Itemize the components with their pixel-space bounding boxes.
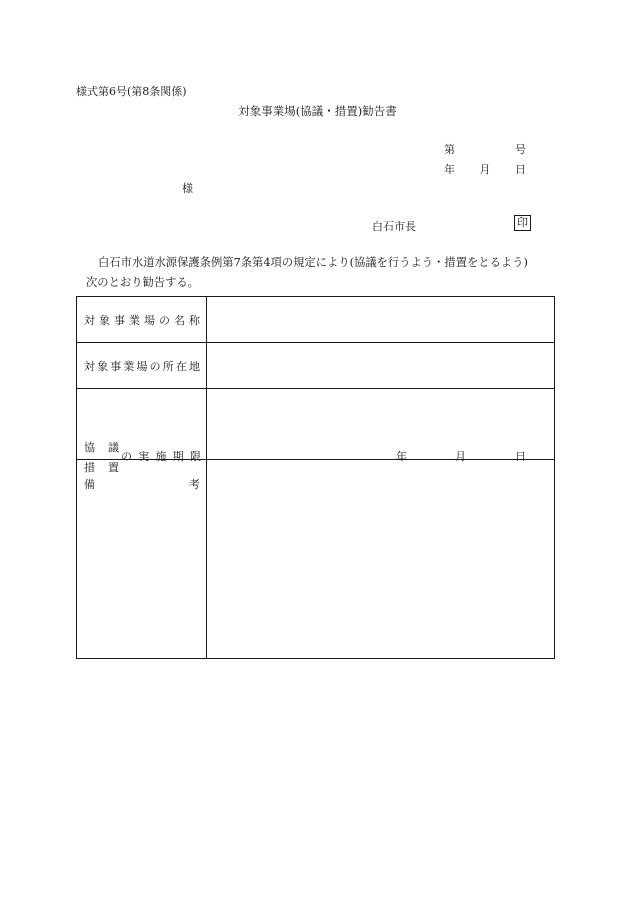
table-row-facility-location bbox=[77, 343, 555, 389]
facility-location-label bbox=[77, 358, 206, 374]
label-char: 限 bbox=[190, 450, 201, 463]
label-char: 対 bbox=[84, 313, 95, 327]
body-text bbox=[76, 253, 556, 293]
label-char: の bbox=[159, 313, 170, 327]
label-char: 備 bbox=[84, 478, 95, 491]
table-row-deadline bbox=[77, 389, 555, 460]
label-char: 事 bbox=[114, 313, 125, 327]
label-char: 場 bbox=[136, 359, 148, 373]
label-char: 対 bbox=[84, 359, 95, 373]
date-year: 年 bbox=[444, 163, 455, 176]
facility-name-label bbox=[77, 312, 206, 328]
deadline-value-cell[interactable] bbox=[207, 389, 555, 463]
addressee-suffix: 様 bbox=[182, 182, 193, 195]
facility-name-value-cell[interactable] bbox=[207, 297, 555, 343]
label-char: 業 bbox=[123, 359, 135, 373]
label-char: 称 bbox=[189, 313, 200, 327]
label-char: 事 bbox=[110, 359, 122, 373]
label-char: 議 bbox=[108, 441, 119, 454]
body-line-1: 白石市水道水源保護条例第7条第4項の規定により(協議を行うよう・措置をとるよう) bbox=[98, 256, 528, 269]
label-char: 在 bbox=[175, 359, 187, 373]
number-suffix: 号 bbox=[515, 143, 526, 156]
label-char: 施 bbox=[155, 450, 167, 463]
facility-location-label-cell bbox=[77, 343, 207, 389]
label-char: 置 bbox=[108, 461, 119, 474]
remarks-value-cell[interactable] bbox=[207, 460, 555, 659]
document-date-line bbox=[444, 161, 526, 177]
document-title: 対象事業場(協議・措置)勧告書 bbox=[238, 104, 397, 118]
label-char: 業 bbox=[129, 313, 140, 327]
remarks-label-cell bbox=[77, 460, 207, 659]
deadline-day: 日 bbox=[515, 450, 526, 463]
deadline-year: 年 bbox=[396, 450, 407, 463]
deadline-label-cell bbox=[77, 389, 207, 474]
deadline-label-suffix bbox=[121, 448, 201, 464]
recommendation-form-table bbox=[76, 296, 555, 659]
label-char: 名 bbox=[174, 313, 185, 327]
date-month: 月 bbox=[479, 163, 491, 176]
label-char: 措 bbox=[84, 461, 95, 474]
facility-location-value-cell[interactable] bbox=[207, 343, 555, 389]
table-row-facility-name bbox=[77, 297, 555, 343]
label-char: 場 bbox=[144, 313, 155, 327]
body-line-2: 次のとおり勧告する。 bbox=[86, 276, 199, 289]
label-char: の bbox=[121, 450, 132, 463]
label-char: 象 bbox=[99, 313, 110, 327]
label-char: 協 bbox=[84, 441, 95, 454]
label-char: 実 bbox=[138, 450, 150, 463]
label-char: の bbox=[149, 359, 161, 373]
label-char: 地 bbox=[189, 359, 200, 373]
sender-name: 白石市長 bbox=[372, 220, 416, 233]
seal-mark: 印 bbox=[514, 215, 531, 231]
table-row-remarks bbox=[77, 460, 555, 659]
number-prefix: 第 bbox=[444, 143, 455, 156]
label-char: 期 bbox=[172, 450, 184, 463]
deadline-month: 月 bbox=[455, 450, 466, 463]
label-char: 考 bbox=[189, 478, 200, 491]
date-day: 日 bbox=[515, 163, 526, 176]
label-char: 象 bbox=[97, 359, 109, 373]
facility-name-label-cell bbox=[77, 297, 207, 343]
form-number-label: 様式第6号(第8条関係) bbox=[76, 85, 187, 98]
document-number-line bbox=[444, 141, 526, 157]
label-char: 所 bbox=[162, 359, 174, 373]
